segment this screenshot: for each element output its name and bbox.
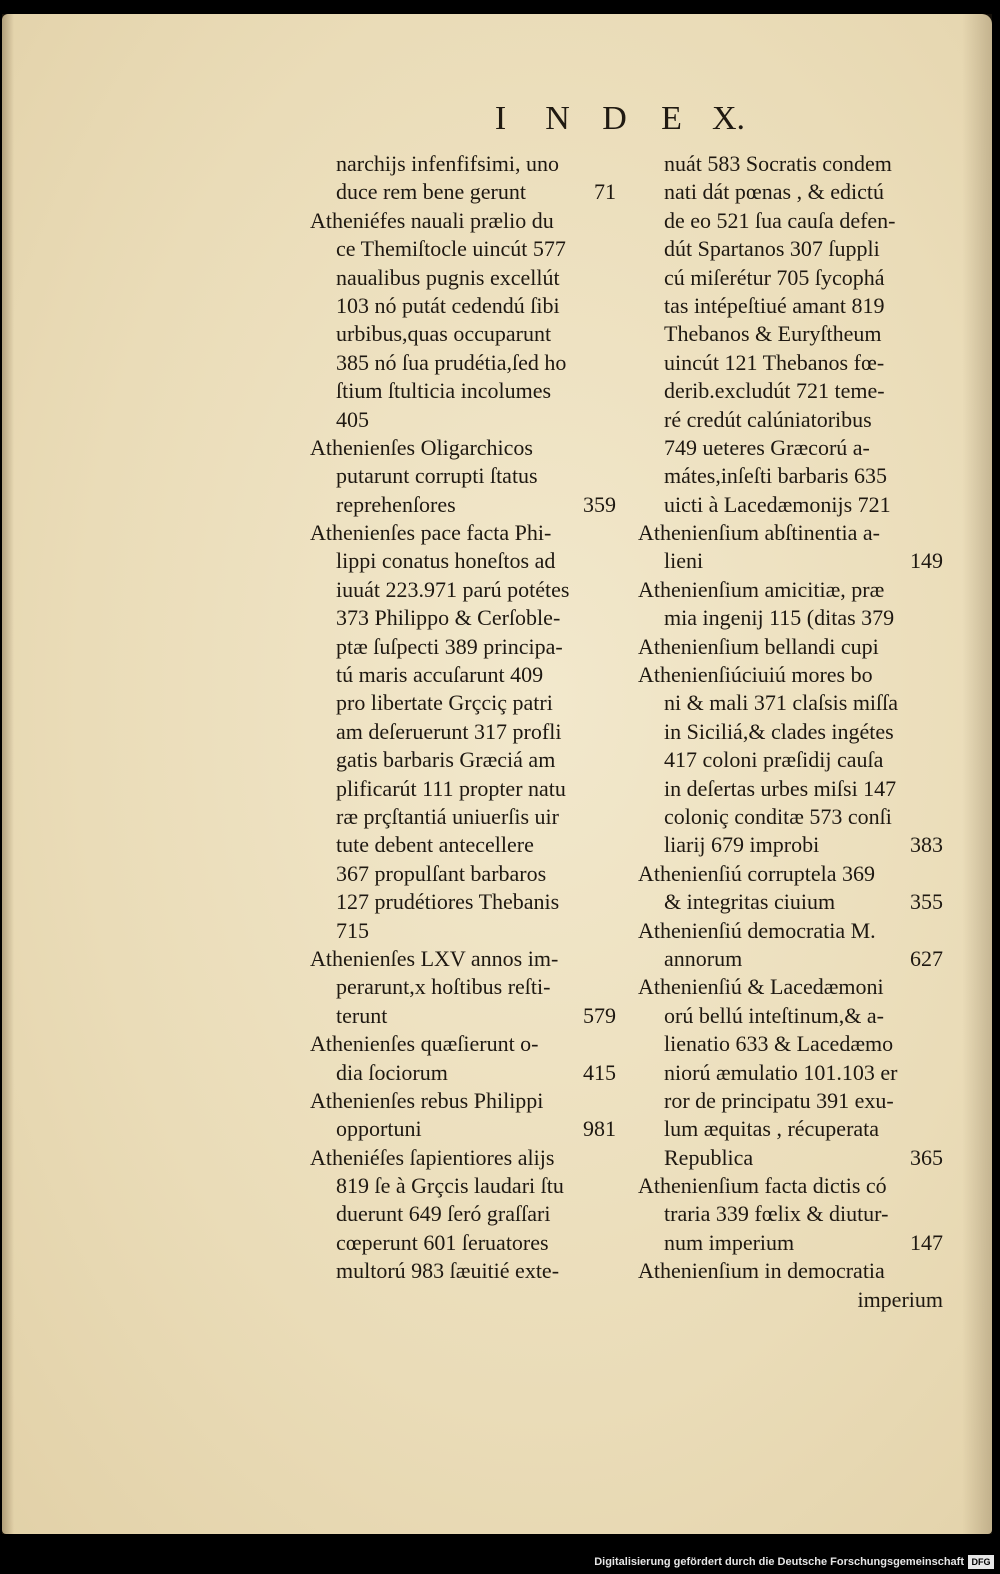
index-page-number: 359 — [583, 491, 616, 517]
index-line-text: nati dát pœnas , & edictú — [664, 179, 884, 205]
index-line-text: ptæ ſuſpecti 389 principa- — [336, 633, 563, 659]
index-line — [638, 264, 943, 292]
index-line — [310, 519, 616, 547]
index-line — [310, 406, 616, 434]
index-line-text: Athenienſes pace facta Phi- — [310, 520, 552, 546]
index-line-text: ræ prçſtantiá uniuerſis uir — [336, 803, 559, 829]
index-line — [638, 1286, 943, 1314]
index-line — [310, 917, 616, 945]
index-line-text: & integritas ciuium — [664, 889, 836, 915]
index-page-number: 579 — [583, 1002, 616, 1028]
index-line-text: Atheniéfes nauali prælio du — [310, 207, 554, 233]
index-line-text: derib.excludút 721 teme- — [664, 378, 885, 404]
index-line-text: narchijs infenfifsimi, uno — [336, 151, 560, 176]
index-line-text: tú maris accuſarunt 409 — [336, 662, 544, 688]
index-line-text: Athenienſes LXV annos im- — [310, 945, 559, 971]
running-head-letter: D — [602, 100, 627, 137]
index-line-text: duerunt 649 ſeró graſſari — [336, 1201, 551, 1227]
index-line — [310, 775, 616, 803]
index-line — [638, 235, 943, 263]
index-line-text: 405 — [336, 406, 369, 432]
index-line — [310, 689, 616, 717]
index-line — [310, 718, 616, 746]
index-line-text: Athenienſes Oligarchicos — [310, 434, 533, 460]
index-column-left — [310, 150, 616, 1286]
index-line-text: Athenienſiú & Lacedæmoni — [638, 974, 884, 1000]
index-line — [638, 973, 943, 1001]
index-line — [310, 1144, 616, 1172]
index-line-text: mátes,inſeſti barbaris 635 — [664, 463, 887, 489]
index-line — [638, 1257, 943, 1285]
index-page-number: 981 — [583, 1116, 616, 1142]
index-line — [310, 547, 616, 575]
index-line-text: tas intépeſtiué amant 819 — [664, 292, 885, 318]
index-line-text: Athenienſes quæſierunt o- — [310, 1031, 539, 1057]
index-line — [310, 633, 616, 661]
index-line-text: naualibus pugnis excellút — [336, 264, 560, 290]
footer-credit: Digitalisierung gefördert durch die Deutsche Forschungsgemeinschaft — [594, 1556, 964, 1568]
index-line — [638, 718, 943, 746]
running-head — [472, 100, 757, 138]
index-line — [638, 207, 943, 235]
index-line-text: Republica — [664, 1144, 754, 1170]
index-line — [638, 150, 943, 178]
index-line — [310, 349, 616, 377]
index-line — [310, 377, 616, 405]
index-line-text: 715 — [336, 917, 369, 943]
index-line-text: de eo 521 ſua cauſa defen- — [664, 207, 896, 233]
index-line-text: mia ingenij 115 (ditas 379 — [664, 605, 895, 631]
index-line-text: ror de principatu 391 exu- — [664, 1087, 894, 1113]
index-line-text: uicti à Lacedæmonijs 721 — [664, 491, 891, 517]
index-line-text: pro libertate Grçciç patri — [336, 690, 553, 716]
index-line — [310, 1115, 616, 1143]
index-line — [638, 547, 943, 575]
index-line — [638, 292, 943, 320]
index-line — [310, 746, 616, 774]
running-head-letter: N — [545, 100, 570, 137]
index-page-number: 627 — [910, 945, 943, 971]
dfg-logo: DFG — [968, 1555, 994, 1569]
index-line — [638, 462, 943, 490]
index-line — [638, 576, 943, 604]
index-line — [638, 320, 943, 348]
index-line — [310, 292, 616, 320]
index-line — [310, 1200, 616, 1228]
index-line-text: Athenienſium facta dictis có — [638, 1173, 887, 1199]
index-line — [638, 491, 943, 519]
index-line-text: 385 nó ſua prudétia,ſed ho — [336, 349, 567, 375]
index-line — [638, 519, 943, 547]
index-line-text: cú miſerétur 705 ſycophá — [664, 264, 885, 290]
index-line — [310, 860, 616, 888]
index-line — [310, 945, 616, 973]
index-page-number: 147 — [910, 1229, 943, 1255]
index-line-text: 749 ueteres Græcorú a- — [664, 434, 870, 460]
running-head-letter: E — [661, 100, 682, 137]
index-line — [638, 1115, 943, 1143]
index-line-text: liarij 679 improbi — [664, 832, 820, 858]
index-line-text: uincút 121 Thebanos fœ- — [664, 349, 885, 375]
index-line — [310, 661, 616, 689]
index-line — [310, 888, 616, 916]
index-line-text: urbibus,quas occuparunt — [336, 321, 552, 347]
index-line-text: annorum — [664, 945, 743, 971]
index-line — [638, 1002, 943, 1030]
index-page-number: 365 — [910, 1144, 943, 1170]
index-line-text: nuát 583 Socratis condem — [664, 151, 892, 176]
index-line-text: in Siciliá,& clades ingétes — [664, 718, 894, 744]
index-line — [310, 1172, 616, 1200]
index-line-text: imperium — [857, 1286, 943, 1312]
index-line-text: opportuni — [336, 1116, 422, 1142]
index-line-text: Athenienſes rebus Philippi — [310, 1087, 544, 1113]
index-line-text: putarunt corrupti ſtatus — [336, 463, 538, 489]
index-line-text: lum æquitas , récuperata — [664, 1116, 880, 1142]
index-column-right — [638, 150, 943, 1314]
index-line-text: 127 prudétiores Thebanis — [336, 889, 560, 915]
index-line — [310, 1002, 616, 1030]
index-line — [638, 1172, 943, 1200]
index-line-text: Athenienſium in democratia — [638, 1258, 885, 1284]
index-line-text: 367 propulſant barbaros — [336, 860, 547, 886]
index-line — [310, 803, 616, 831]
index-line-text: Atheniéſes ſapientiores alijs — [310, 1144, 555, 1170]
page-edge-shadow-left — [2, 14, 14, 1534]
index-page-number: 355 — [910, 889, 943, 915]
index-line — [638, 1059, 943, 1087]
running-head-letter: X. — [711, 100, 746, 137]
index-line-text: multorú 983 ſæuitié exte- — [336, 1258, 560, 1284]
index-line — [310, 178, 616, 206]
index-line-text: Athenienſium bellandi cupi — [638, 633, 879, 659]
index-line-text: traria 339 fœlix & diutur- — [664, 1201, 889, 1227]
index-line — [638, 831, 943, 859]
index-line-text: terunt — [336, 1002, 388, 1028]
index-line — [638, 888, 943, 916]
index-line — [310, 1087, 616, 1115]
index-line-text: dút Spartanos 307 ſuppli — [664, 236, 880, 262]
index-line-text: 819 ſe à Grçcis laudari ſtu — [336, 1173, 564, 1199]
index-page-number: 149 — [910, 548, 943, 574]
index-line — [310, 1257, 616, 1285]
index-line-text: plificarút 111 propter natu — [336, 775, 566, 801]
index-line — [638, 775, 943, 803]
index-line — [638, 945, 943, 973]
index-line — [638, 1087, 943, 1115]
index-line — [638, 803, 943, 831]
page-edge-shadow-right — [962, 14, 992, 1534]
index-line-text: Athenienſiú democratia M. — [638, 917, 876, 943]
index-line — [310, 264, 616, 292]
index-line — [310, 150, 616, 178]
index-line — [638, 434, 943, 462]
index-line-text: gatis barbaris Græciá am — [336, 747, 556, 773]
index-line-text: ni & mali 371 claſsis miſſa — [664, 690, 899, 716]
index-page-number: 383 — [910, 832, 943, 858]
index-line-text: Athenienſiúciuiú mores bo — [638, 662, 873, 688]
index-line-text: reprehenſores — [336, 491, 456, 517]
index-line — [638, 917, 943, 945]
index-line — [310, 320, 616, 348]
index-line-text: Athenienſium amicitiæ, præ — [638, 576, 885, 602]
index-line — [638, 377, 943, 405]
index-line — [310, 491, 616, 519]
index-line-text: ſtium ſtulticia incolumes — [336, 378, 552, 404]
index-line-text: tute debent antecellere — [336, 832, 534, 858]
index-line — [638, 746, 943, 774]
index-line — [638, 633, 943, 661]
index-line — [638, 860, 943, 888]
index-line — [310, 207, 616, 235]
index-line — [638, 1030, 943, 1058]
index-line-text: niorú æmulatio 101.103 er — [664, 1059, 898, 1085]
index-line — [638, 689, 943, 717]
index-line — [310, 434, 616, 462]
index-line — [638, 1200, 943, 1228]
index-line — [310, 604, 616, 632]
index-line-text: orú bellú inteſtinum,& a- — [664, 1002, 884, 1028]
index-line — [638, 1144, 943, 1172]
index-line — [310, 462, 616, 490]
index-line-text: Athenienſiú corruptela 369 — [638, 860, 876, 886]
index-line-text: 103 nó putát cedendú ſibi — [336, 292, 560, 318]
index-line — [638, 604, 943, 632]
index-line-text: in deſertas urbes miſsi 147 — [664, 775, 897, 801]
index-line-text: am deſeruerunt 317 profli — [336, 718, 562, 744]
index-line — [310, 1229, 616, 1257]
index-line-text: 373 Philippo & Cerſoble- — [336, 605, 561, 631]
index-page-number: 71 — [594, 179, 616, 205]
index-line — [310, 235, 616, 263]
index-line-text: lippi conatus honeſtos ad — [336, 548, 556, 574]
index-line-text: lieni — [664, 548, 704, 574]
index-line — [310, 831, 616, 859]
index-line — [310, 1030, 616, 1058]
index-line-text: iuuát 223.971 parú potétes — [336, 576, 570, 602]
index-line-text: 417 coloni præſidij cauſa — [664, 747, 884, 773]
index-line-text: perarunt,x hoſtibus reſti- — [336, 974, 551, 1000]
index-line-text: cœperunt 601 ſeruatores — [336, 1229, 549, 1255]
index-line — [638, 661, 943, 689]
index-line — [310, 576, 616, 604]
index-line-text: coloniç conditæ 573 conſi — [664, 803, 892, 829]
index-line-text: lienatio 633 & Lacedæmo — [664, 1031, 894, 1057]
index-line-text: dia ſociorum — [336, 1059, 448, 1085]
index-line — [310, 1059, 616, 1087]
running-head-letter: I — [494, 100, 507, 137]
index-line — [310, 973, 616, 1001]
index-line-text: ré credút calúniatoribus — [664, 406, 872, 432]
index-line — [638, 349, 943, 377]
index-line — [638, 178, 943, 206]
index-line-text: num imperium — [664, 1229, 795, 1255]
index-line-text: Athenienſium abſtinentia a- — [638, 520, 880, 546]
index-line — [638, 1229, 943, 1257]
index-page-number: 415 — [583, 1059, 616, 1085]
index-line-text: Thebanos & Euryſtheum — [664, 321, 882, 347]
index-line — [638, 406, 943, 434]
index-line-text: ce Themiſtocle uincút 577 — [336, 236, 566, 262]
index-line-text: duce rem bene gerunt — [336, 179, 526, 205]
